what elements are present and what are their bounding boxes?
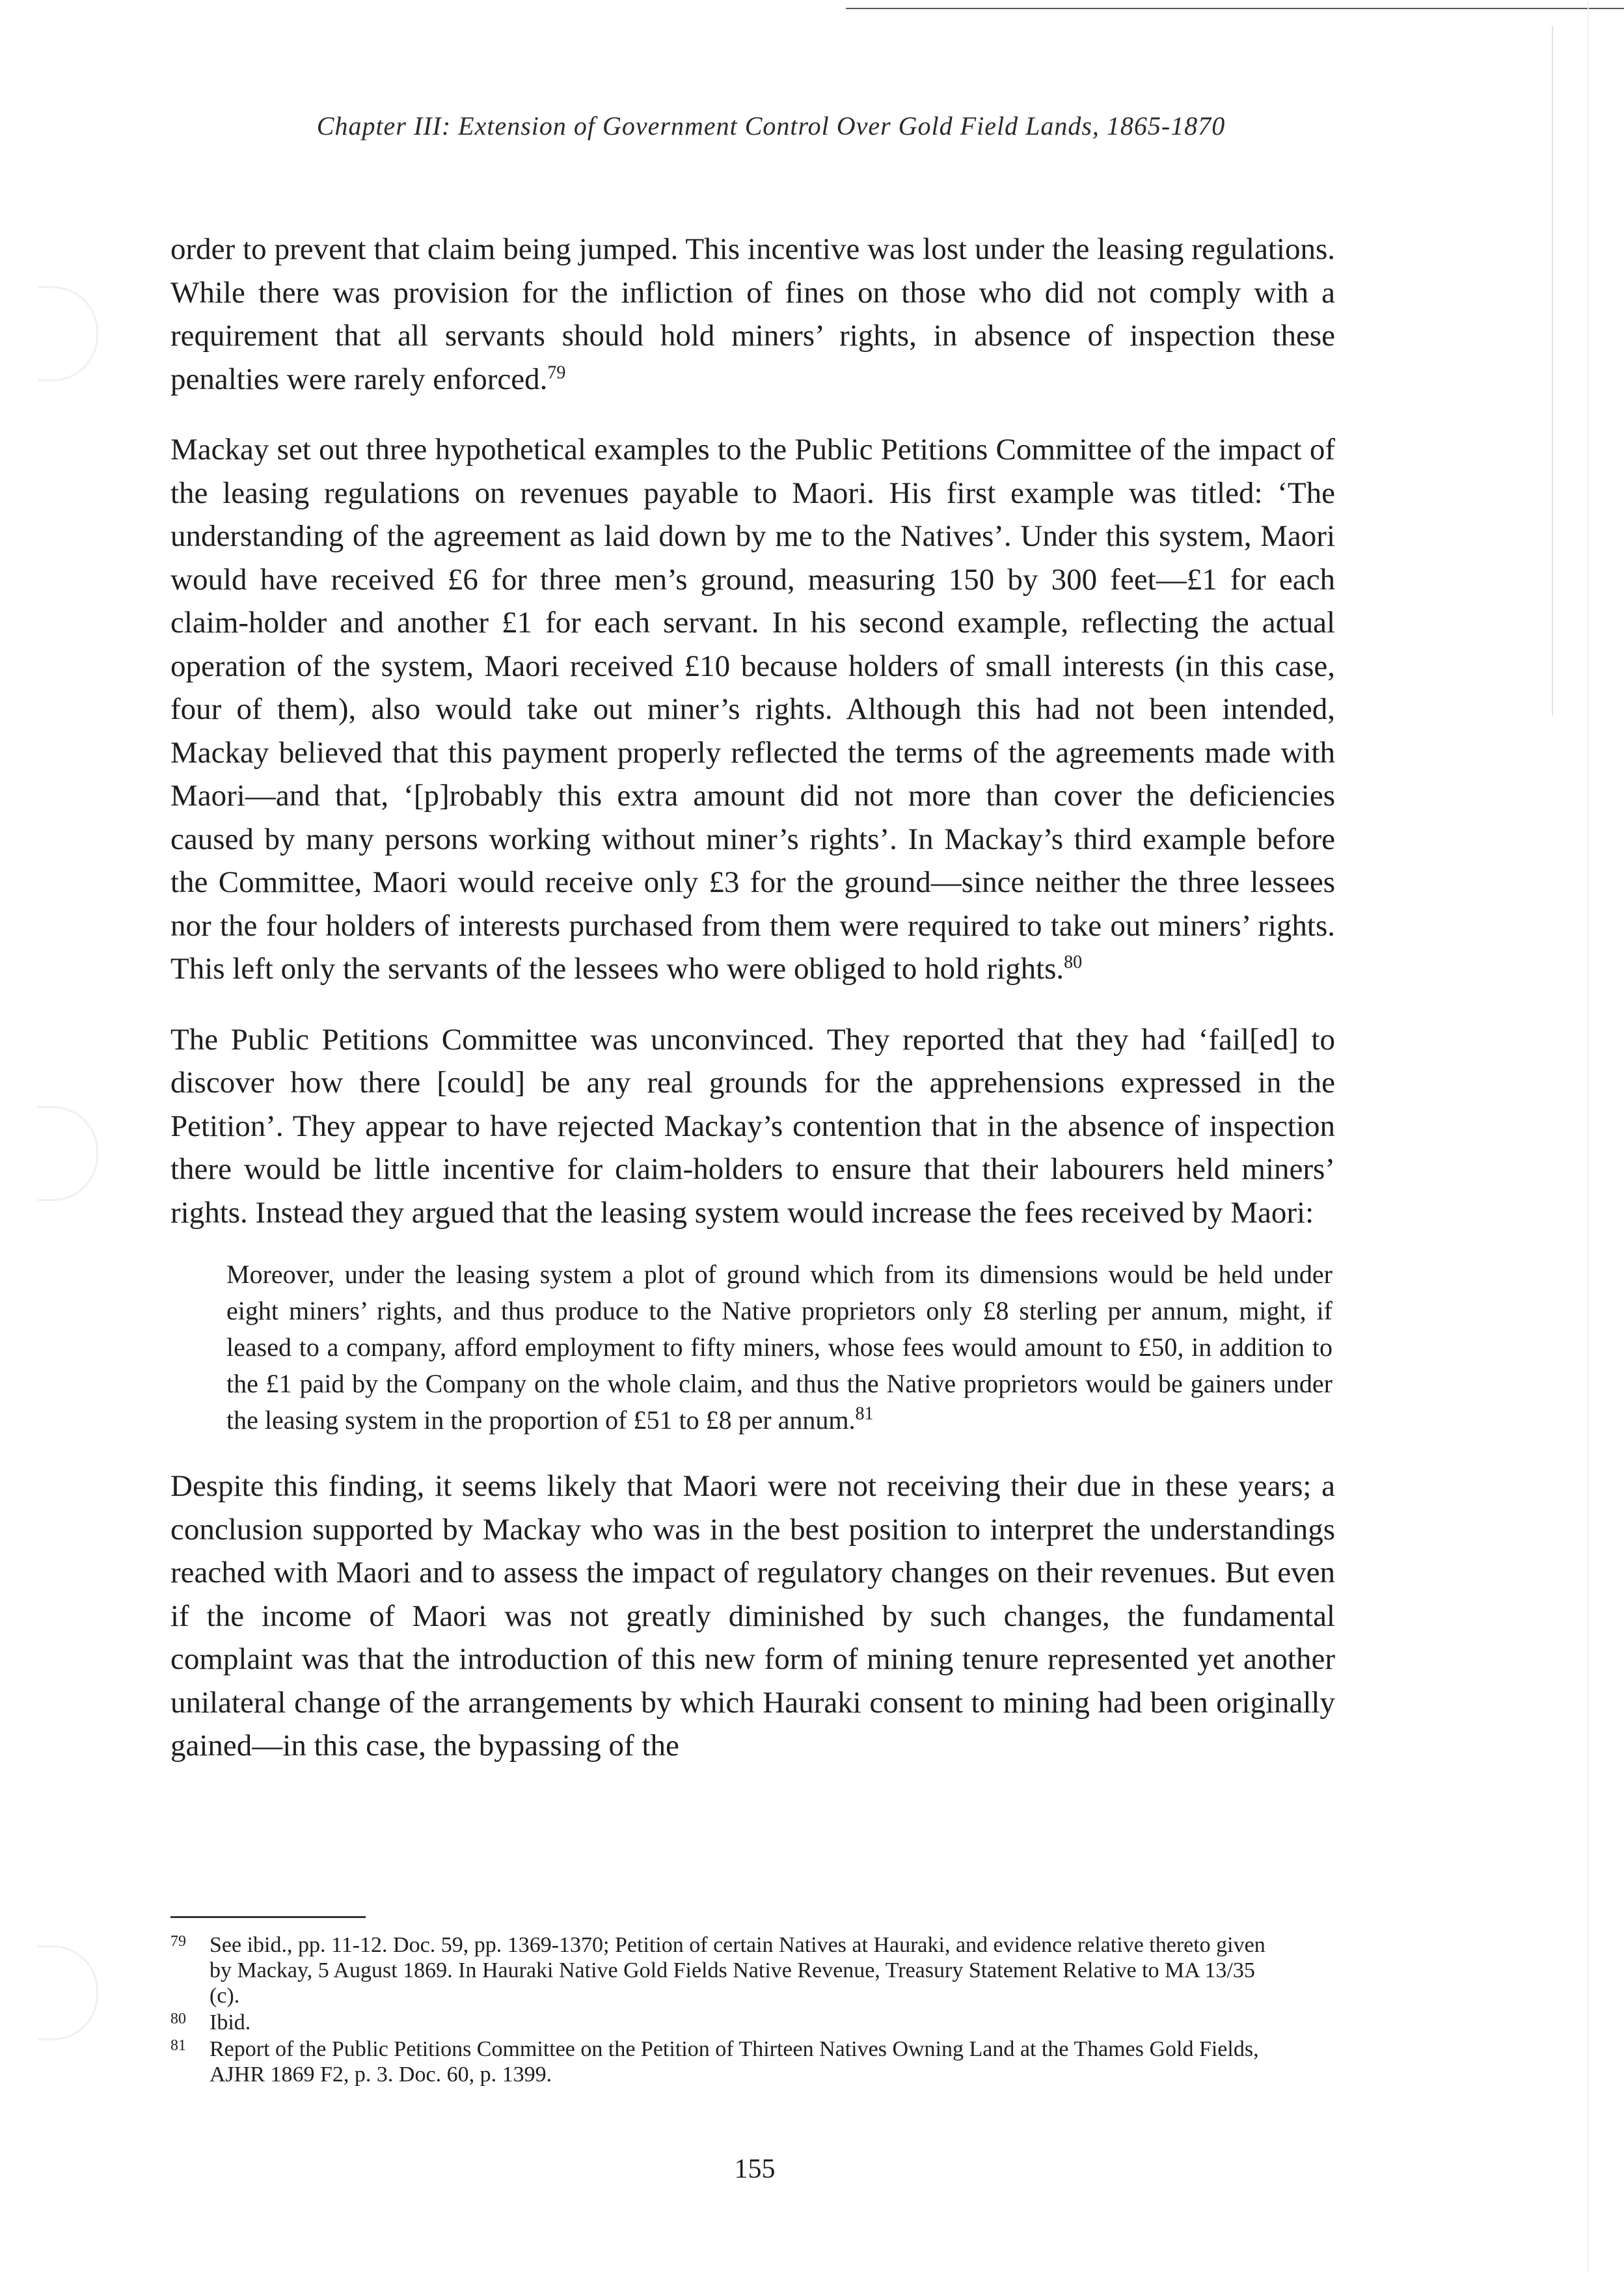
footnote (170, 2010, 1277, 2035)
paragraph (170, 1018, 1335, 1235)
scan-edge-line (846, 8, 1624, 9)
footnotes (170, 1932, 1277, 2089)
binding-hole (38, 1106, 98, 1201)
paragraph: Despite this finding, it seems likely that Maori were not receiving their due in these years; a conclusion supported by Mackay who was in the best position to interpret the understandings reached with Maori and to assess the impact of regulatory changes on their revenues. But even if the income of Maori was not greatly diminished by such changes, the fundamental complaint was that the introduction of this new form of mining tenure represented yet another unilateral change of the arrangements by which Hauraki consent to mining had been originally gained—in this case, the bypassing of the (170, 1469, 1335, 1763)
footnote-text: Ibid. (210, 2010, 251, 2035)
page-number: 155 (734, 2154, 776, 2184)
scan-edge-shadow (1552, 26, 1553, 716)
footnote-divider (170, 1916, 366, 1918)
footnote-text: Report of the Public Petitions Committee on the Petition of Thirteen Natives Owning Land at the Thames Gold Fields, AJHR 1869 F2, p. 3. Doc. 60, p. 1399. (210, 2037, 1259, 2087)
footnote-ref: 81 (855, 1403, 874, 1424)
scan-edge-shadow (1588, 0, 1589, 2272)
paragraph (170, 428, 1335, 991)
footnote (170, 2036, 1277, 2087)
footnote-ref: 80 (1064, 952, 1083, 973)
paragraph-text: The Public Petitions Committee was unconvinced. They reported that they had ‘fail[ed] to discover how there [could] be any real grounds for the apprehensions expressed in the Petition’. They appear to have rejected Mackay’s contention that in the absence of inspection there would be little incentive for claim-holders to ensure that their labourers held miners’ rights. Instead they argued that the leasing system would increase the fees received by Maori: (170, 1022, 1335, 1230)
footnote-number: 79 (170, 1933, 186, 1950)
footnote-number: 81 (170, 2037, 186, 2054)
footnote-number: 80 (170, 2010, 186, 2027)
footnote (170, 1932, 1277, 2008)
paragraph-text: order to prevent that claim being jumped. This incentive was lost under the leasing regulations. While there was provision for the infliction of fines on those who did not comply with a requirement that all servants should hold miners’ rights, in absence of inspection these penalties were rarely enforced. (170, 232, 1335, 396)
footnote-ref: 79 (547, 362, 566, 383)
paragraph (170, 228, 1335, 401)
footnote-text: See ibid., pp. 11-12. Doc. 59, pp. 1369-1370; Petition of certain Natives at Hauraki, and evidence relative thereto given by Mackay, 5 August 1869. In Hauraki Native Gold Fields Native Revenue, Treasury Statement Relative to MA 13/35 (c). (210, 1933, 1265, 2008)
body-text (170, 228, 1335, 1795)
paragraph-text: Mackay set out three hypothetical examples to the Public Petitions Committee of the impact of the leasing regulations on revenues payable to Maori. His first example was titled: ‘The understanding of the agreement as laid down by me to the Natives’. Under this system, Maori would have received £6 for three men’s ground, measuring 150 by 300 feet—£1 for each claim-holder and another £1 for each servant. In his second example, reflecting the actual operation of the system, Maori received £10 because holders of small interests (in this case, four of them), also would take out miner’s rights. Although this had not been intended, Mackay believed that this payment properly reflected the terms of the agreements made with Maori—and that, ‘[p]robably this extra amount did not more than cover the deficiencies caused by many persons working without miner’s rights’. In Mackay’s third example before the Committee, Maori would receive only £3 for the ground—since neither the three lessees nor the four holders of interests purchased from them were required to take out miners’ rights. This left only the servants of the lessees who were obliged to hold rights. (170, 433, 1335, 986)
quote-text: Moreover, under the leasing system a plot of ground which from its dimensions would be held under eight miners’ rights, and thus produce to the Native proprietors only £8 sterling per annum, might, if leased to a company, afford employment to fifty miners, whose fees would amount to £50, in addition to the £1 paid by the Company on the whole claim, and thus the Native proprietors would be gainers under the leasing system in the proportion of £51 to £8 per annum. (226, 1260, 1333, 1435)
binding-hole (38, 1945, 98, 2040)
block-quote (226, 1256, 1333, 1439)
binding-hole (38, 286, 98, 381)
running-head: Chapter III: Extension of Government Control Over Gold Field Lands, 1865-1870 (316, 111, 1226, 141)
